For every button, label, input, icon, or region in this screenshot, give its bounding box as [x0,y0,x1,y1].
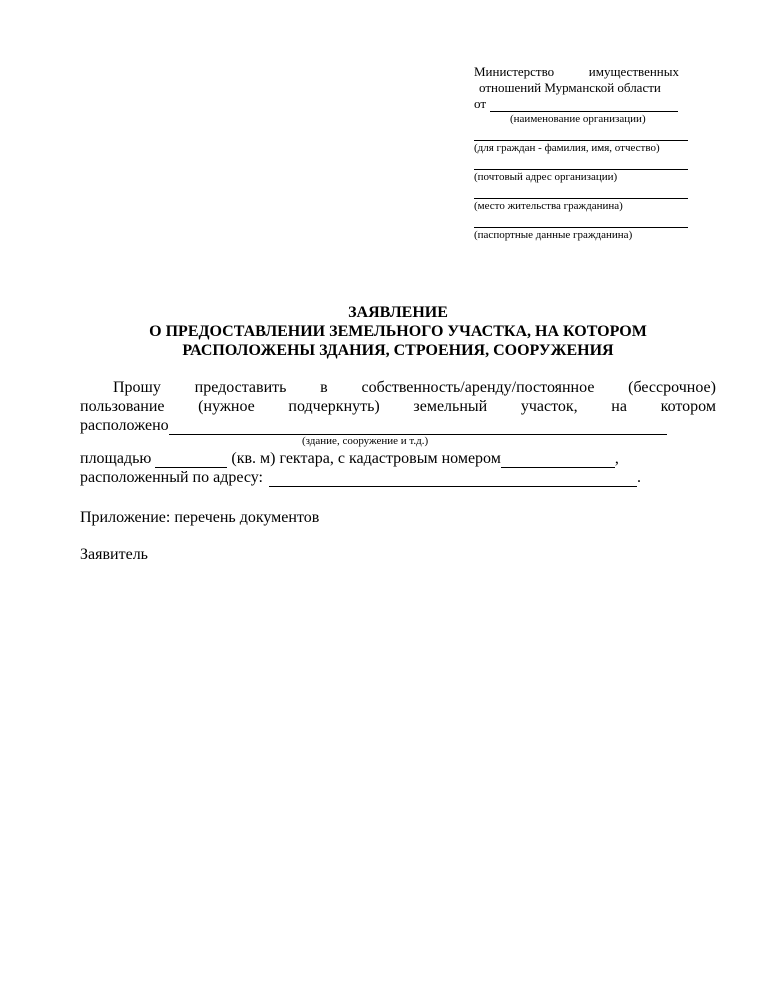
org-name-note: (наименование организации) [510,113,646,125]
area-field[interactable] [155,452,227,468]
request-word: котором [660,398,716,415]
residence-note: (место жительства гражданина) [474,200,623,212]
passport-note: (паспортные данные гражданина) [474,229,633,241]
addressee-block [474,64,694,242]
request-word: на [611,398,627,415]
org-name-field[interactable] [490,98,678,112]
ministry-line-2: отношений Мурманской области [479,80,661,95]
citizen-name-field[interactable] [474,126,688,141]
building-note: (здание, сооружение и т.д.) [302,435,429,447]
address-row [80,468,716,487]
ministry-line-1 [474,64,679,80]
request-word: подчеркнуть) [288,398,380,415]
applicant-label: Заявитель [80,546,148,563]
request-line-1 [80,378,716,397]
title-line-2: О ПРЕДОСТАВЛЕНИИ ЗЕМЕЛЬНОГО УЧАСТКА, НА КОТОРОМ [149,323,647,340]
title-line-3: РАСПОЛОЖЕНЫ ЗДАНИЯ, СТРОЕНИЯ, СООРУЖЕНИЯ [182,342,614,359]
request-word: (бессрочное) [628,379,716,396]
located-label: расположено [80,417,169,434]
citizen-name-note: (для граждан - фамилия, имя, отчество) [474,142,660,154]
appendix-line: Приложение: перечень документов [80,509,320,526]
document-title [80,303,716,360]
request-word: Прошу [113,379,161,396]
request-line-2 [80,397,716,416]
ministry-word-1: Министерство [474,64,555,79]
area-label: площадью [80,450,152,467]
building-field[interactable] [169,419,667,435]
request-word: предоставить [194,379,287,396]
ministry-word-2: имущественных [588,64,679,79]
area-comma: , [614,450,619,467]
postal-address-field[interactable] [474,155,688,170]
request-word: участок, [520,398,578,415]
address-field[interactable] [269,471,637,487]
request-word: земельный [413,398,488,415]
area-unit: (кв. м) гектара, с кадастровым номером [231,450,501,467]
address-label: расположенный по адресу: [80,469,263,486]
request-word: собственность/аренду/постоянное [361,379,595,396]
address-period: . [636,469,641,486]
title-line-1: ЗАЯВЛЕНИЕ [348,304,448,321]
passport-field[interactable] [474,213,688,228]
request-word: (нужное [198,398,255,415]
request-word: пользование [80,398,165,415]
postal-address-note: (почтовый адрес организации) [474,171,618,183]
request-body [80,378,716,487]
request-word: в [320,379,328,396]
cadastral-number-field[interactable] [501,452,615,468]
residence-field[interactable] [474,184,688,199]
from-row [474,96,694,112]
located-row [80,416,716,435]
from-label: от [474,96,487,111]
area-row [80,449,716,468]
